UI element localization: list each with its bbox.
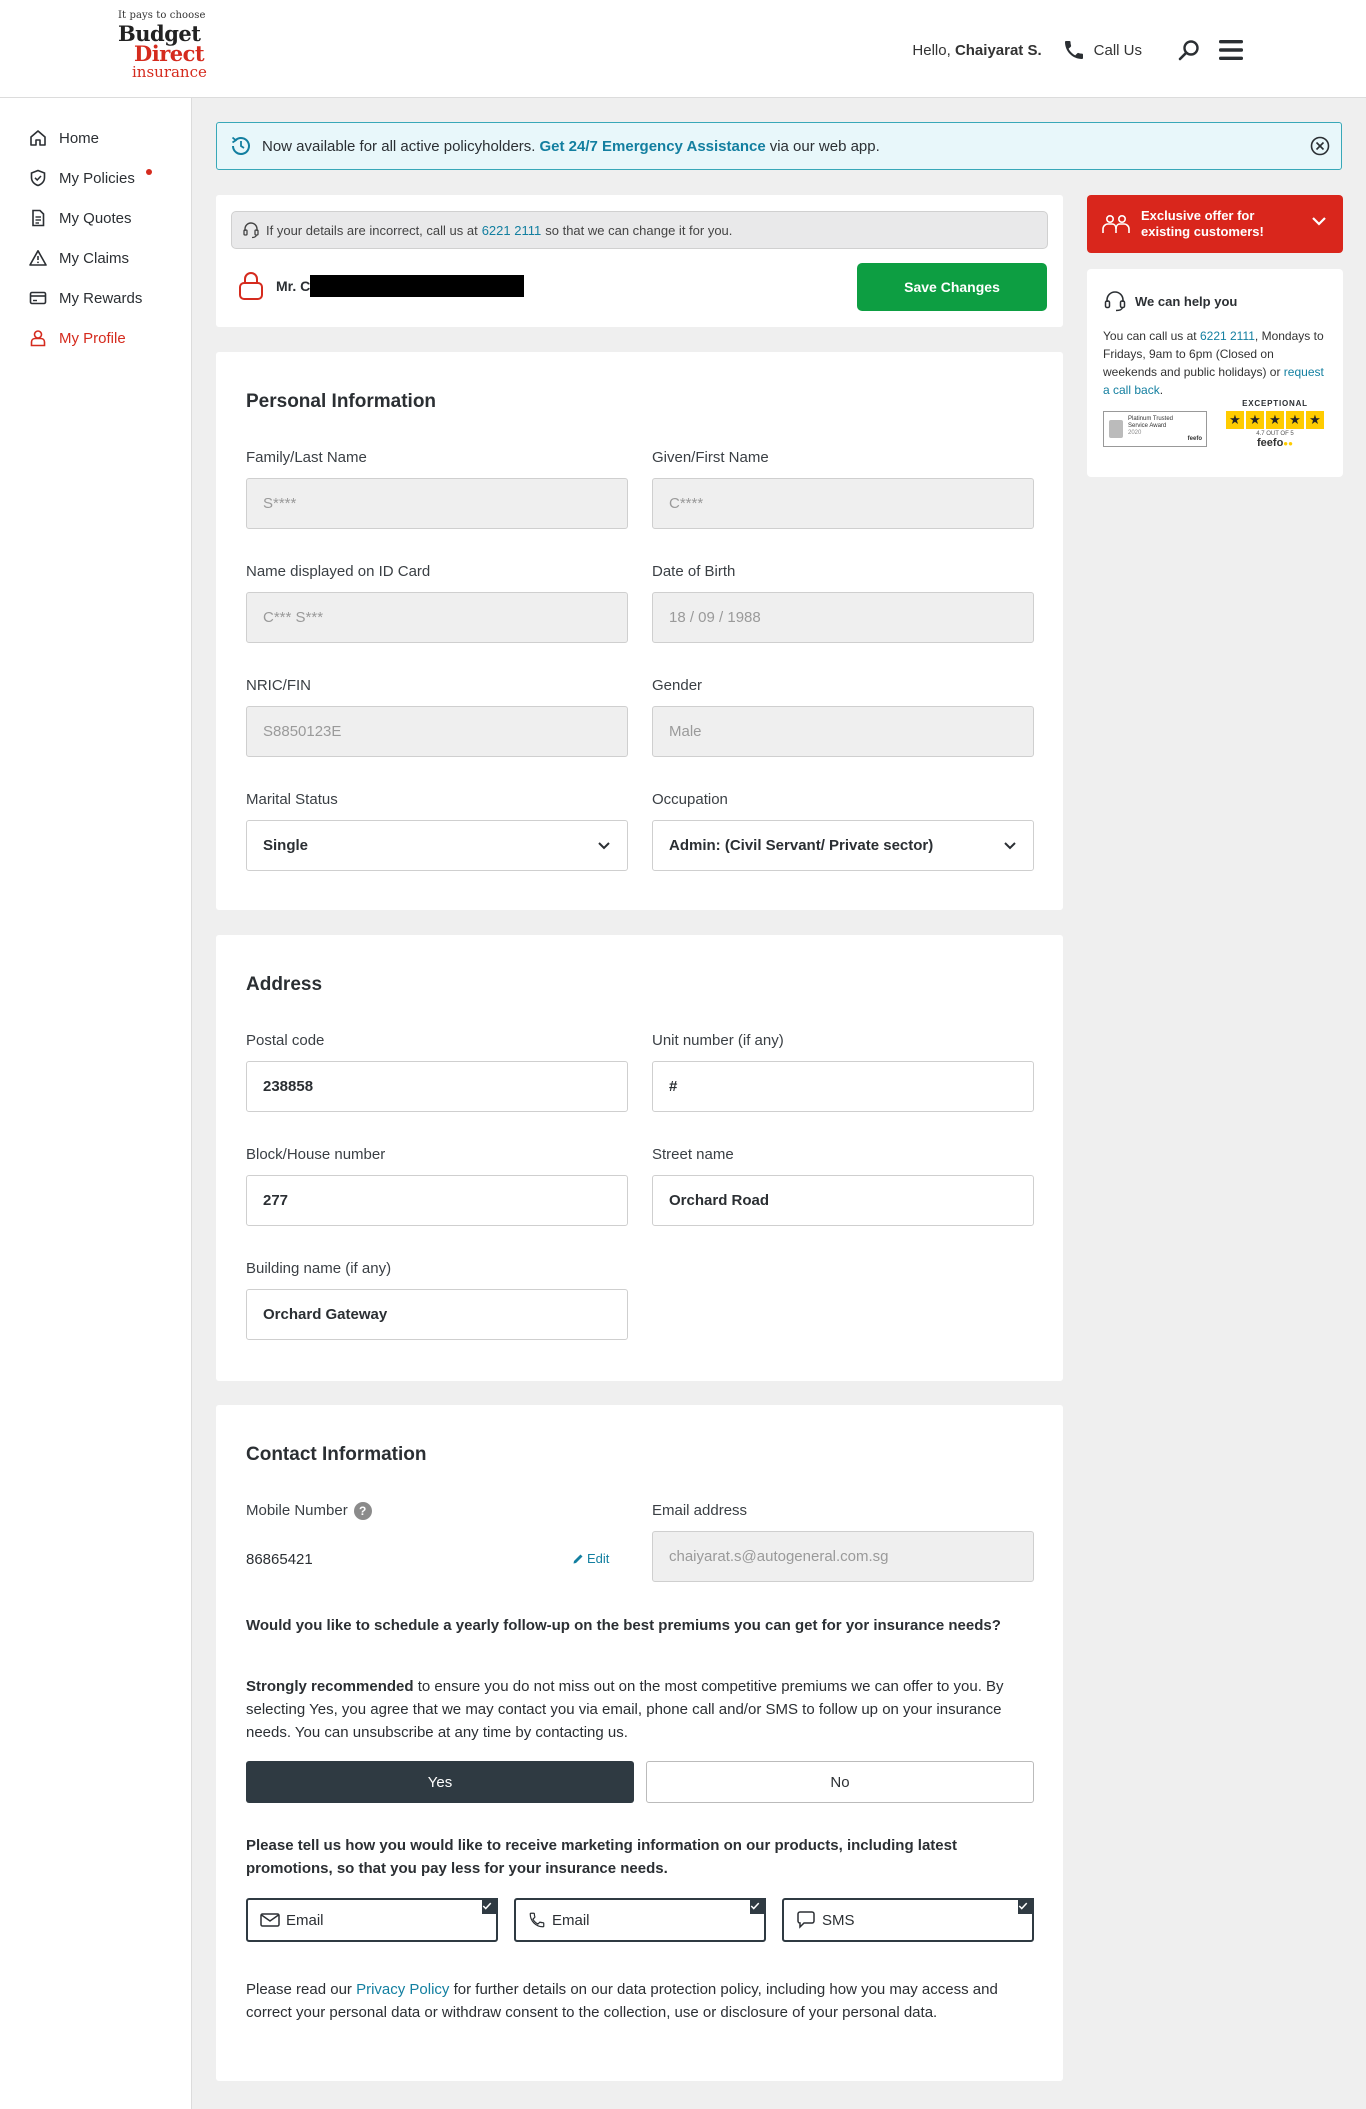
sidebar-item-my-profile[interactable] [0,318,191,358]
offer-line-2: existing customers! [1141,224,1264,239]
channel-label: Email [552,1911,590,1929]
trophy-icon [1109,420,1123,438]
greeting-prefix: Hello, [912,41,951,59]
mobile-number-value: 86865421 [246,1551,313,1568]
policy-suffix: for further details on our data protection policy, including how you may access and correct your personal data or withdraw consent to the collection, use or disclosure of your personal data. [246,1981,998,2021]
postal-code-label: Postal code [246,1032,325,1049]
sidebar-item-my-policies[interactable] [0,158,191,198]
marital-status-select[interactable] [246,820,628,871]
notice-text: If your details are incorrect, call us at [266,222,478,238]
contact-information-card [216,1405,1063,2081]
sidebar-item-my-quotes[interactable] [0,198,191,238]
banner-text: Now available for all active policyholders. [262,137,536,155]
personal-information-card [216,352,1063,910]
help-text-3: . [1159,383,1164,397]
user-icon [29,329,47,347]
logo-word-budget: Budget [118,21,201,46]
followup-strong: Strongly recommended [246,1678,414,1695]
marketing-phone-checkbox[interactable] [514,1898,766,1942]
offer-line-1: Exclusive offer for [1141,208,1255,223]
menu-button[interactable] [1216,35,1246,65]
logo-tagline: It pays to choose [118,10,206,21]
warning-icon [29,249,47,267]
sidebar-item-my-rewards[interactable] [0,278,191,318]
award-line-2: Service Award [1128,423,1167,429]
occupation-label: Occupation [652,791,728,808]
edit-mobile-button[interactable] [572,1551,609,1566]
feefo-rating-badge[interactable] [1223,399,1327,449]
gender-label: Gender [652,677,703,694]
sidebar-item-label: My Quotes [59,209,132,227]
shield-icon [29,169,47,187]
phone-icon [528,1911,546,1929]
search-button[interactable] [1174,35,1204,65]
building-name-input[interactable]: Orchard Gateway [246,1289,628,1340]
block-number-input[interactable]: 277 [246,1175,628,1226]
first-name-label: Given/First Name [652,449,769,466]
logo-word-direct: Direct [134,41,205,66]
clock-refresh-icon [229,134,253,158]
section-title: Contact Information [246,1444,427,1465]
greeting-user: Chaiyarat S. [954,41,1042,59]
award-brand: feefo [1187,436,1202,442]
platinum-trusted-service-award [1103,411,1207,447]
offer-text [1141,208,1264,240]
card-icon [29,289,47,307]
save-changes-button[interactable]: Save Changes [857,263,1047,311]
star-icon: ★ [1226,411,1244,429]
followup-question: Would you like to schedule a yearly follow-up on the best premiums you can get for yor insurance needs? [246,1617,1001,1634]
nric-field: S8850123E [246,706,628,757]
dob-label: Date of Birth [652,563,736,580]
checkmark-icon [1018,1898,1034,1914]
marketing-email-checkbox[interactable] [246,1898,498,1942]
sidebar-item-my-claims[interactable] [0,238,191,278]
sidebar-item-label: Home [59,129,100,147]
checkmark-icon [482,1898,498,1914]
followup-yes-button[interactable]: Yes [246,1761,634,1803]
unit-number-label: Unit number (if any) [652,1032,784,1049]
gender-field: Male [652,706,1034,757]
request-call-back-link[interactable]: request a call back [1103,365,1324,397]
sidebar-item-label: My Claims [59,249,129,267]
email-address-field: chaiyarat.s@autogeneral.com.sg [652,1531,1034,1582]
profile-summary-card [216,195,1063,327]
channel-label: SMS [822,1911,855,1929]
help-title-text: We can help you [1135,293,1238,309]
chevron-down-icon [1311,215,1327,227]
notice-phone-link[interactable]: 6221 2111 [481,222,542,238]
sidebar-item-home[interactable] [0,118,191,158]
call-us-button[interactable] [1062,38,1142,62]
banner-text-suffix: via our web app. [769,137,880,155]
feefo-stars [1223,411,1327,429]
privacy-policy-text [246,1978,1036,2024]
channel-label: Email [286,1911,324,1929]
occupation-value: Admin: (Civil Servant/ Private sector) [669,837,934,854]
help-phone-link[interactable]: 6221 2111 [1199,329,1255,343]
mobile-number-label [246,1502,372,1520]
help-card [1087,269,1343,477]
dob-field: 18 / 09 / 1988 [652,592,1034,643]
sidebar-item-label: My Profile [59,329,126,347]
user-icon [238,271,264,301]
help-question-icon[interactable]: ? [354,1502,372,1520]
marital-status-value: Single [263,837,309,854]
logo-word-insurance: insurance [132,63,207,81]
notice-text-suffix: so that we can change it for you. [545,222,733,238]
phone-icon [1062,38,1086,62]
edit-label: Edit [587,1551,610,1566]
star-icon: ★ [1306,411,1324,429]
nric-label: NRIC/FIN [246,677,311,694]
address-card [216,935,1063,1381]
sidebar [0,98,192,2109]
followup-description [246,1675,1036,1744]
incorrect-details-notice [231,211,1048,249]
people-group-icon [1101,212,1131,236]
feefo-rating-text: 4.7 OUT OF 5 [1256,431,1294,437]
user-name: Mr. C [276,278,311,294]
feefo-exceptional-label: EXCEPTIONAL [1242,399,1308,408]
street-name-input[interactable]: Orchard Road [652,1175,1034,1226]
building-name-label: Building name (if any) [246,1260,392,1277]
section-title: Personal Information [246,391,437,412]
privacy-policy-link[interactable]: Privacy Policy [356,1981,450,1998]
last-name-field: S**** [246,478,628,529]
emergency-assistance-link[interactable]: Get 24/7 Emergency Assistance [539,137,766,155]
award-line-1: Platinum Trusted [1128,416,1174,422]
section-title: Address [246,974,323,995]
star-icon: ★ [1246,411,1264,429]
star-icon: ★ [1286,411,1304,429]
sidebar-item-label: My Rewards [59,289,143,307]
help-text-2: , Mondays to Fridays, 9am to 6pm (Closed on weekends and public holidays) or [1103,329,1324,379]
feefo-logo: feefo●● [1257,437,1293,449]
greeting [912,42,1041,59]
home-icon [29,129,47,147]
star-icon: ★ [1266,411,1284,429]
email-address-label: Email address [652,1502,748,1519]
occupation-select[interactable] [652,820,1034,871]
budget-direct-logo[interactable] [118,10,218,80]
exclusive-offer-dropdown[interactable] [1087,195,1343,253]
header [0,0,1366,98]
help-title [1103,289,1327,313]
id-card-name-field: C*** S*** [246,592,628,643]
postal-code-input[interactable]: 238858 [246,1061,628,1112]
document-icon [29,209,47,227]
sidebar-item-label: My Policies [59,169,135,187]
trust-badges [1103,399,1327,459]
envelope-icon [260,1912,280,1928]
user-identity [238,271,524,301]
checkmark-icon [750,1898,766,1914]
chat-bubble-icon [796,1911,816,1929]
notification-dot [146,169,152,175]
close-banner-button[interactable] [1309,135,1331,157]
call-us-label: Call Us [1093,41,1142,59]
policy-prefix: Please read our [246,1981,352,1998]
street-name-label: Street name [652,1146,734,1163]
help-body [1103,327,1327,399]
followup-no-button[interactable]: No [646,1761,1034,1803]
emergency-assistance-banner [216,122,1342,170]
hamburger-menu-icon [1218,39,1244,61]
followup-body: to ensure you do not miss out on the most competitive premiums we can offer to you. By selecting Yes, you agree that we may contact you via email, phone call and/or SMS to follow up on your insurance needs. You can unsubscribe at any time by contacting us. [246,1678,1004,1741]
feefo-logo-text: feefo [1257,437,1284,449]
pencil-icon [572,1553,584,1565]
unit-number-input[interactable]: # [652,1061,1034,1112]
marital-status-label: Marital Status [246,791,338,808]
mobile-number-label-text: Mobile Number [246,1502,348,1519]
block-number-label: Block/House number [246,1146,386,1163]
marketing-sms-checkbox[interactable] [782,1898,1034,1942]
headset-icon [1103,289,1127,313]
award-year: 2020 [1128,430,1142,436]
sidebar-nav [0,98,191,358]
first-name-field: C**** [652,478,1034,529]
id-card-name-label: Name displayed on ID Card [246,563,431,580]
close-icon [1309,135,1331,157]
marketing-question: Please tell us how you would like to receive marketing information on our products, including latest promotions, so that you pay less for your insurance needs. [246,1837,957,1877]
redacted-name-block [310,275,524,297]
header-actions [912,32,1246,68]
last-name-label: Family/Last Name [246,449,367,466]
chevron-down-icon [1003,841,1017,851]
chevron-down-icon [597,841,611,851]
search-icon [1177,38,1201,62]
help-text-1: You can call us at [1103,329,1197,343]
headset-icon [242,221,260,239]
